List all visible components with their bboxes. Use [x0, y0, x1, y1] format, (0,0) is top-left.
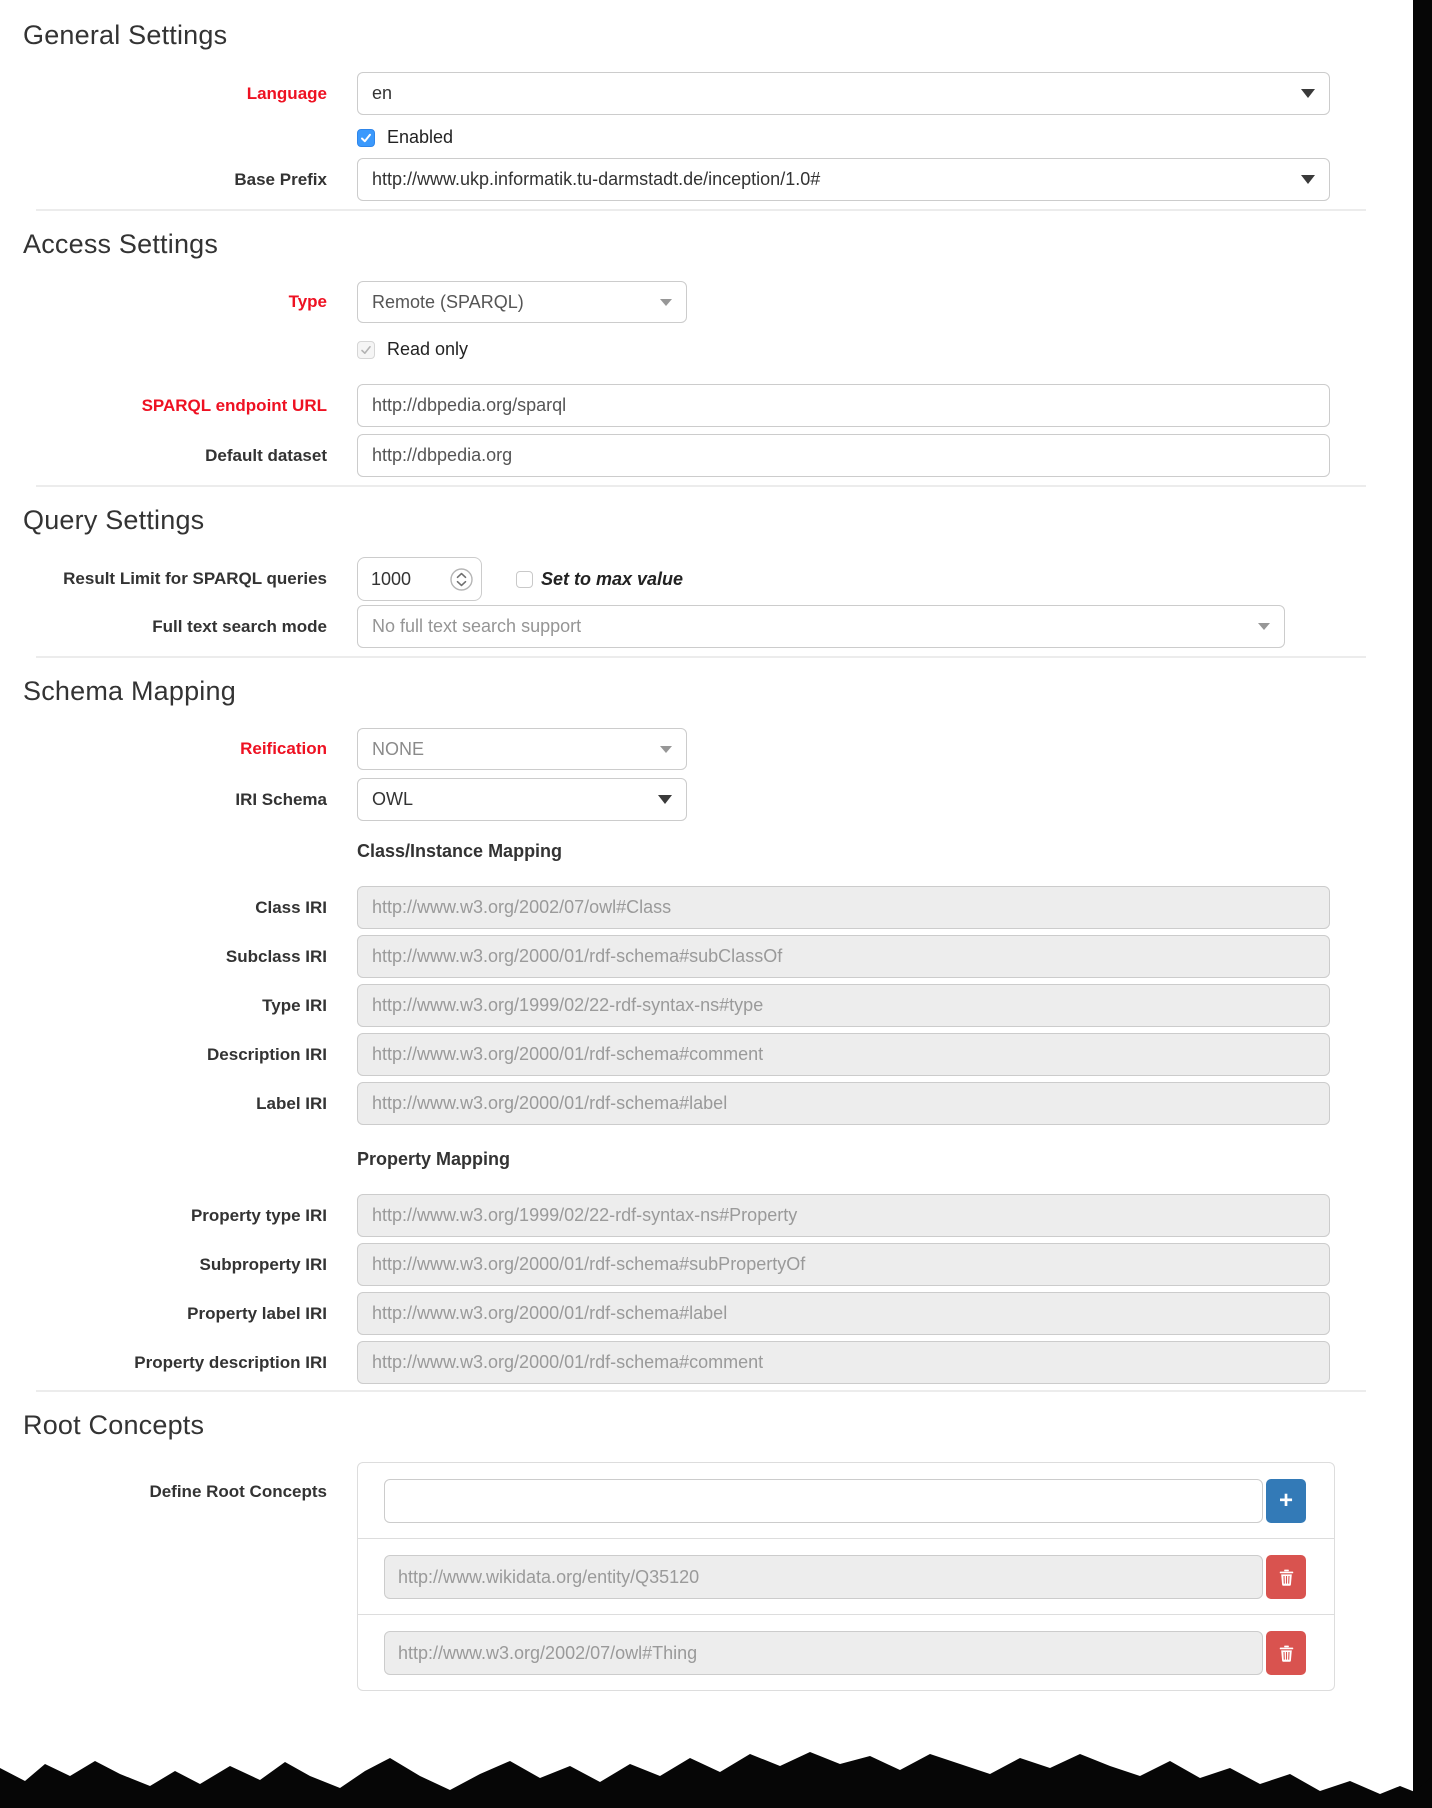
property-description-iri-input	[357, 1341, 1330, 1384]
language-row	[0, 72, 1432, 115]
read-only-row	[0, 339, 1432, 360]
base-prefix-label: Base Prefix	[234, 169, 327, 189]
type-select[interactable]	[357, 281, 687, 323]
class-iri-label: Class IRI	[255, 897, 327, 917]
class-iri-row	[0, 886, 1432, 929]
description-iri-input	[357, 1033, 1330, 1076]
concept-input	[384, 1555, 1263, 1599]
concept-input	[384, 1631, 1263, 1675]
add-concept-button[interactable]	[1266, 1479, 1306, 1523]
chevron-down-icon	[660, 299, 672, 306]
base-prefix-row	[0, 158, 1432, 201]
set-max-label: Set to max value	[541, 568, 684, 589]
section-divider	[36, 209, 1366, 211]
concept-row	[358, 1538, 1334, 1614]
root-concepts-row	[0, 1462, 1432, 1691]
property-type-iri-row	[0, 1194, 1432, 1237]
default-dataset-input[interactable]	[357, 434, 1330, 477]
type-iri-label: Type IRI	[262, 995, 327, 1015]
result-limit-stepper[interactable]	[357, 557, 482, 601]
base-prefix-combobox[interactable]	[357, 158, 1330, 201]
language-label: Language	[246, 83, 327, 103]
result-limit-value: 1000	[371, 568, 412, 589]
general-settings-heading: General Settings	[23, 20, 228, 50]
section-divider	[36, 485, 1366, 487]
chevron-down-icon	[658, 795, 672, 804]
default-dataset-label: Default dataset	[205, 445, 327, 465]
base-prefix-value: http://www.ukp.informatik.tu-darmstadt.de/inception/1.0#	[372, 169, 821, 189]
property-label-iri-input	[357, 1292, 1330, 1335]
subproperty-iri-label: Subproperty IRI	[199, 1254, 327, 1274]
property-type-iri-label: Property type IRI	[190, 1205, 327, 1225]
concept-row	[358, 1614, 1334, 1690]
result-limit-row	[0, 557, 1432, 601]
language-select[interactable]	[357, 72, 1330, 115]
type-label: Type	[288, 292, 327, 311]
section-divider	[36, 656, 1366, 658]
reification-value: NONE	[372, 738, 425, 759]
query-settings-heading: Query Settings	[23, 505, 205, 535]
set-max-checkbox[interactable]	[516, 571, 533, 588]
chevron-down-icon	[1301, 175, 1315, 184]
section-divider	[36, 1390, 1366, 1392]
type-iri-input	[357, 984, 1330, 1027]
stepper-icon[interactable]	[450, 568, 473, 591]
enabled-row	[0, 127, 1432, 148]
chevron-down-icon	[1258, 623, 1270, 630]
language-value: en	[372, 83, 393, 103]
iri-schema-select[interactable]	[357, 778, 687, 821]
property-type-iri-input	[357, 1194, 1330, 1237]
label-iri-input	[357, 1082, 1330, 1125]
fts-value: No full text search support	[372, 616, 582, 636]
screenshot-right-border	[1413, 0, 1432, 1808]
subclass-iri-row	[0, 935, 1432, 978]
fts-row	[0, 605, 1432, 648]
reification-label: Reification	[240, 739, 327, 758]
enabled-checkbox[interactable]	[357, 129, 375, 147]
trash-icon	[1279, 1645, 1294, 1662]
read-only-checkbox-label: Read only	[387, 339, 469, 359]
type-value: Remote (SPARQL)	[372, 291, 524, 312]
reification-select[interactable]	[357, 728, 687, 770]
root-concepts-heading: Root Concepts	[23, 1410, 205, 1440]
iri-schema-row	[0, 778, 1432, 821]
access-settings-heading: Access Settings	[23, 229, 219, 259]
reification-row	[0, 728, 1432, 770]
subproperty-iri-input	[357, 1243, 1330, 1286]
label-iri-label: Label IRI	[256, 1093, 327, 1113]
new-concept-input[interactable]	[384, 1479, 1263, 1523]
read-only-checkbox	[357, 341, 375, 359]
enabled-checkbox-label: Enabled	[387, 127, 454, 147]
class-iri-input	[357, 886, 1330, 929]
subclass-iri-label: Subclass IRI	[225, 946, 327, 966]
fts-select[interactable]	[357, 605, 1285, 648]
subclass-iri-input	[357, 935, 1330, 978]
chevron-down-icon	[1301, 89, 1315, 98]
check-icon	[360, 344, 372, 356]
torn-bottom-edge	[0, 1746, 1432, 1808]
plus-icon: +	[1278, 1487, 1293, 1514]
delete-concept-button[interactable]	[1266, 1555, 1306, 1599]
add-concept-row	[358, 1463, 1334, 1538]
description-iri-row	[0, 1033, 1432, 1076]
result-limit-label: Result Limit for SPARQL queries	[63, 569, 327, 588]
sparql-endpoint-label: SPARQL endpoint URL	[141, 395, 327, 415]
check-icon	[360, 132, 372, 144]
property-label-iri-row	[0, 1292, 1432, 1335]
trash-icon	[1279, 1569, 1294, 1586]
sparql-endpoint-input[interactable]	[357, 384, 1330, 427]
type-iri-row	[0, 984, 1432, 1027]
iri-schema-label: IRI Schema	[235, 789, 327, 809]
label-iri-row	[0, 1082, 1432, 1125]
schema-mapping-heading: Schema Mapping	[23, 676, 236, 706]
subproperty-iri-row	[0, 1243, 1432, 1286]
define-root-concepts-label: Define Root Concepts	[149, 1482, 327, 1501]
chevron-down-icon	[660, 746, 672, 753]
root-concepts-panel	[357, 1462, 1335, 1691]
fts-label: Full text search mode	[152, 616, 327, 636]
class-instance-mapping-heading: Class/Instance Mapping	[357, 841, 563, 861]
property-label-iri-label: Property label IRI	[187, 1303, 327, 1323]
sparql-endpoint-row	[0, 384, 1432, 427]
property-description-iri-row	[0, 1341, 1432, 1384]
description-iri-label: Description IRI	[207, 1044, 327, 1064]
type-row	[0, 281, 1432, 323]
property-description-iri-label: Property description IRI	[134, 1352, 327, 1372]
property-mapping-heading: Property Mapping	[357, 1149, 511, 1169]
iri-schema-value: OWL	[372, 789, 414, 809]
default-dataset-row	[0, 434, 1432, 477]
delete-concept-button[interactable]	[1266, 1631, 1306, 1675]
